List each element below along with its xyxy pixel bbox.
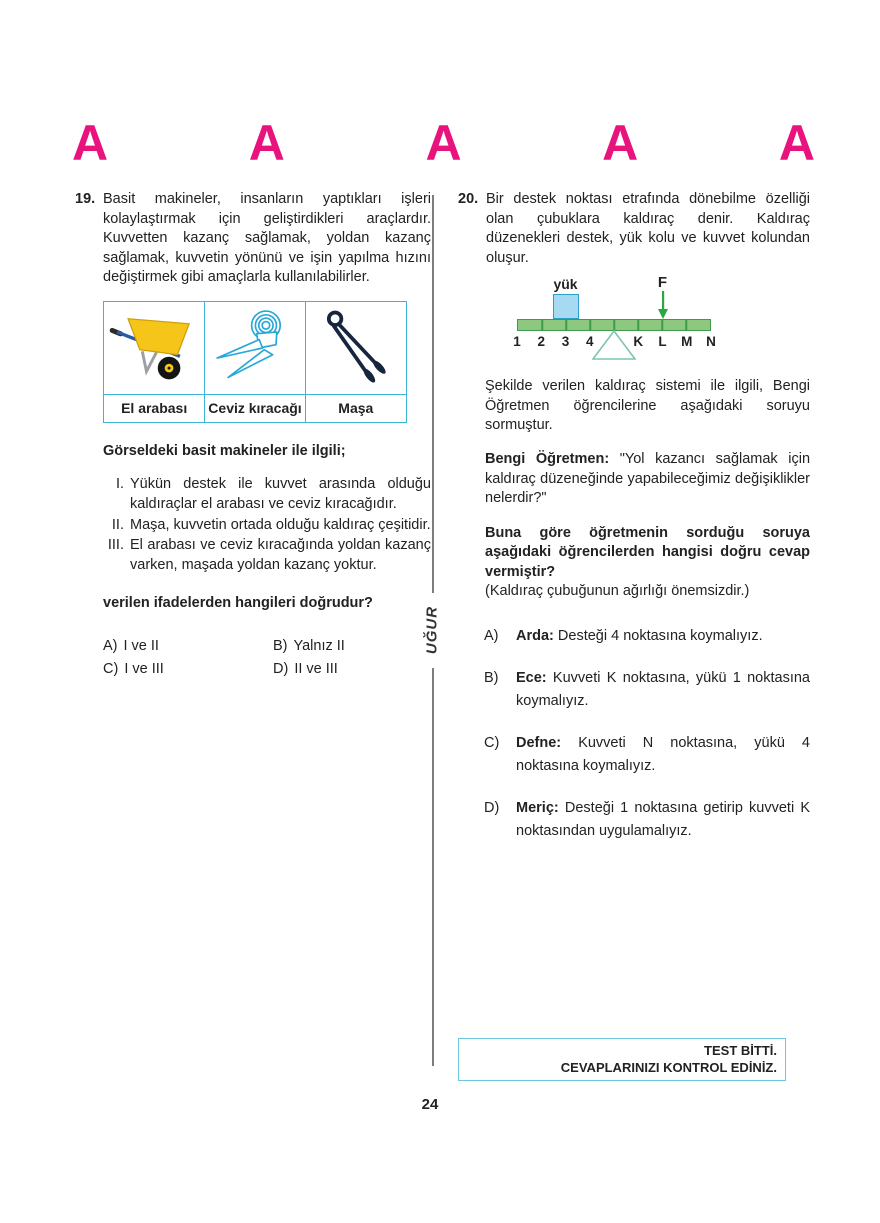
option-19-A [103, 637, 273, 657]
question-19-subtitle: Görseldeki basit makineler ile ilgili; [103, 442, 346, 459]
question-20-intro-text: Bir destek noktası etrafında dönebilme özelliği olan çubuklara kaldıraç denir. Kaldıraç düzenekleri destek, yük kolu ve kuvvet kolundan oluşur. [486, 191, 810, 266]
question-19-number: 19. [75, 191, 96, 207]
option-20-A-letter: A) [484, 627, 499, 644]
tick-label-L: L [658, 334, 667, 350]
page-number: 24 [421, 1096, 439, 1113]
force-label: F [657, 274, 668, 292]
test-end-line2: CEVAPLARINIZI KONTROL EDİNİZ. [560, 1060, 777, 1076]
simple-machines-figure [103, 301, 407, 423]
tick-label-4: 4 [585, 334, 594, 350]
option-19-B-text: Yalnız II [293, 637, 345, 654]
tick-label-2: 2 [537, 334, 546, 350]
question-20-stem: Buna göre öğretmenin sorduğu soruya aşağıdaki öğrencilerden hangisi doğru cevap vermiştir? [485, 524, 810, 580]
option-19-C-letter: C) [103, 661, 119, 678]
option-20-C-letter: C) [484, 735, 500, 752]
form-letter-row [72, 115, 814, 171]
form-letter: A [248, 115, 284, 171]
test-end-box [458, 1038, 786, 1081]
statement-3-numeral: III. [107, 537, 124, 554]
statement-3-text: El arabası ve ceviz kıracağında yoldan kazanç varken, maşada yoldan kazanç yoktur. [130, 537, 431, 573]
figure-cell-wheelbarrow [103, 301, 205, 423]
option-20-D-letter: D) [484, 800, 500, 817]
option-20-B-text: Ece: Kuvveti K noktasına, yükü 1 noktasına koymalıyız. [516, 670, 811, 709]
option-20-B-name: Ece: [516, 670, 547, 687]
option-19-B [273, 637, 431, 657]
option-20-C-name: Defne: [516, 735, 562, 752]
teacher-name: Bengi Öğretmen: [485, 450, 610, 467]
option-19-D-letter: D) [273, 661, 289, 678]
option-20-D-text: Meriç: Desteği 1 noktasına getirip kuvveti K noktasından uygulamalıyız. [516, 800, 811, 839]
publisher-watermark: UĞUR [423, 605, 441, 655]
statement-3 [103, 536, 431, 575]
question-19-intro-text: Basit makineler, insanların yaptıkları işleri kolaylaştırmak için geliştirdikleri araçlardır. Kuvvetten kazanç sağlamak, yoldan kazanç sağlamak, kuvvetin yönünü ve işin yapılma hızını değiştirmek gibi amaçlarla kullanılabilirler. [103, 191, 431, 286]
option-20-B [484, 667, 810, 712]
statement-1 [103, 475, 431, 514]
option-19-C-text: I ve III [124, 661, 164, 678]
question-20-number: 20. [458, 191, 479, 207]
tick-label-K: K [633, 334, 644, 350]
question-19-stem: verilen ifadelerden hangileri doğrudur? [103, 595, 373, 612]
question-19-intro [75, 190, 431, 288]
option-19-A-text: I ve II [123, 637, 159, 654]
option-20-A [484, 625, 810, 647]
figure-label-nutcracker: Ceviz kıracağı [205, 394, 305, 422]
option-19-D [273, 660, 431, 680]
lever-diagram [513, 274, 716, 363]
option-20-D [484, 797, 810, 842]
statement-1-text: Yükün destek ile kuvvet arasında olduğu kaldıraçlar el arabası ve ceviz kıracağıdır. [130, 476, 431, 512]
question-19-options [103, 637, 431, 680]
statement-2-numeral: II. [111, 516, 124, 533]
test-end-line1: TEST BİTTİ. [704, 1043, 777, 1058]
option-19-B-letter: B) [273, 637, 288, 654]
option-20-D-name: Meriç: [516, 800, 559, 817]
question-20-intro [458, 190, 810, 268]
form-letter: A [778, 115, 814, 171]
tick-label-M: M [681, 334, 693, 350]
question-20 [458, 190, 810, 862]
figure-label-tongs: Maşa [306, 394, 406, 422]
statement-2 [103, 516, 431, 536]
column-divider-bottom [432, 668, 434, 1066]
option-20-A-name: Arda: [516, 627, 554, 644]
load-block [553, 294, 579, 319]
question-20-note: (Kaldıraç çubuğunun ağırlığı önemsizdir.) [485, 583, 750, 600]
column-divider-top [432, 195, 434, 593]
nutcracker-icon [205, 302, 305, 394]
question-20-options [484, 625, 810, 842]
tick-label-N: N [706, 334, 716, 350]
teacher-paragraph [485, 450, 810, 509]
form-letter: A [72, 115, 108, 171]
question-19 [75, 190, 431, 680]
tick-label-3: 3 [561, 334, 570, 350]
option-20-C [484, 732, 810, 777]
question-19-statements [103, 475, 431, 575]
fulcrum-icon [592, 330, 636, 367]
statement-2-text: Maşa, kuvvetin ortada olduğu kaldıraç çeşitidir. [130, 516, 431, 533]
wheelbarrow-icon [104, 302, 204, 394]
figure-cell-nutcracker [204, 301, 306, 423]
figure-label-wheelbarrow: El arabası [104, 394, 204, 422]
option-19-A-letter: A) [103, 637, 118, 654]
tongs-icon [306, 302, 406, 394]
teacher-quote: "Yol kazancı sağlamak için kaldıraç düzeneğinde yapabileceğimiz değişiklikler nelerdir?" [485, 450, 811, 507]
option-20-C-text: Defne: Kuvveti N noktasına, yükü 4 noktasına koymalıyız. [516, 735, 810, 774]
form-letter: A [425, 115, 461, 171]
option-19-C [103, 660, 273, 680]
figure-cell-tongs [305, 301, 407, 423]
option-20-A-text: Arda: Desteği 4 noktasına koymalıyız. [516, 627, 763, 644]
option-20-B-letter: B) [484, 670, 499, 687]
tick-label-1: 1 [513, 334, 521, 350]
option-19-D-text: II ve III [294, 661, 338, 678]
load-label: yük [553, 276, 578, 293]
question-20-para2: Şekilde verilen kaldıraç sistemi ile ilgili, Bengi Öğretmen öğrencilerine aşağıdaki soruyu sormuştur. [485, 378, 810, 434]
statement-1-numeral: I. [115, 476, 124, 493]
form-letter: A [602, 115, 638, 171]
